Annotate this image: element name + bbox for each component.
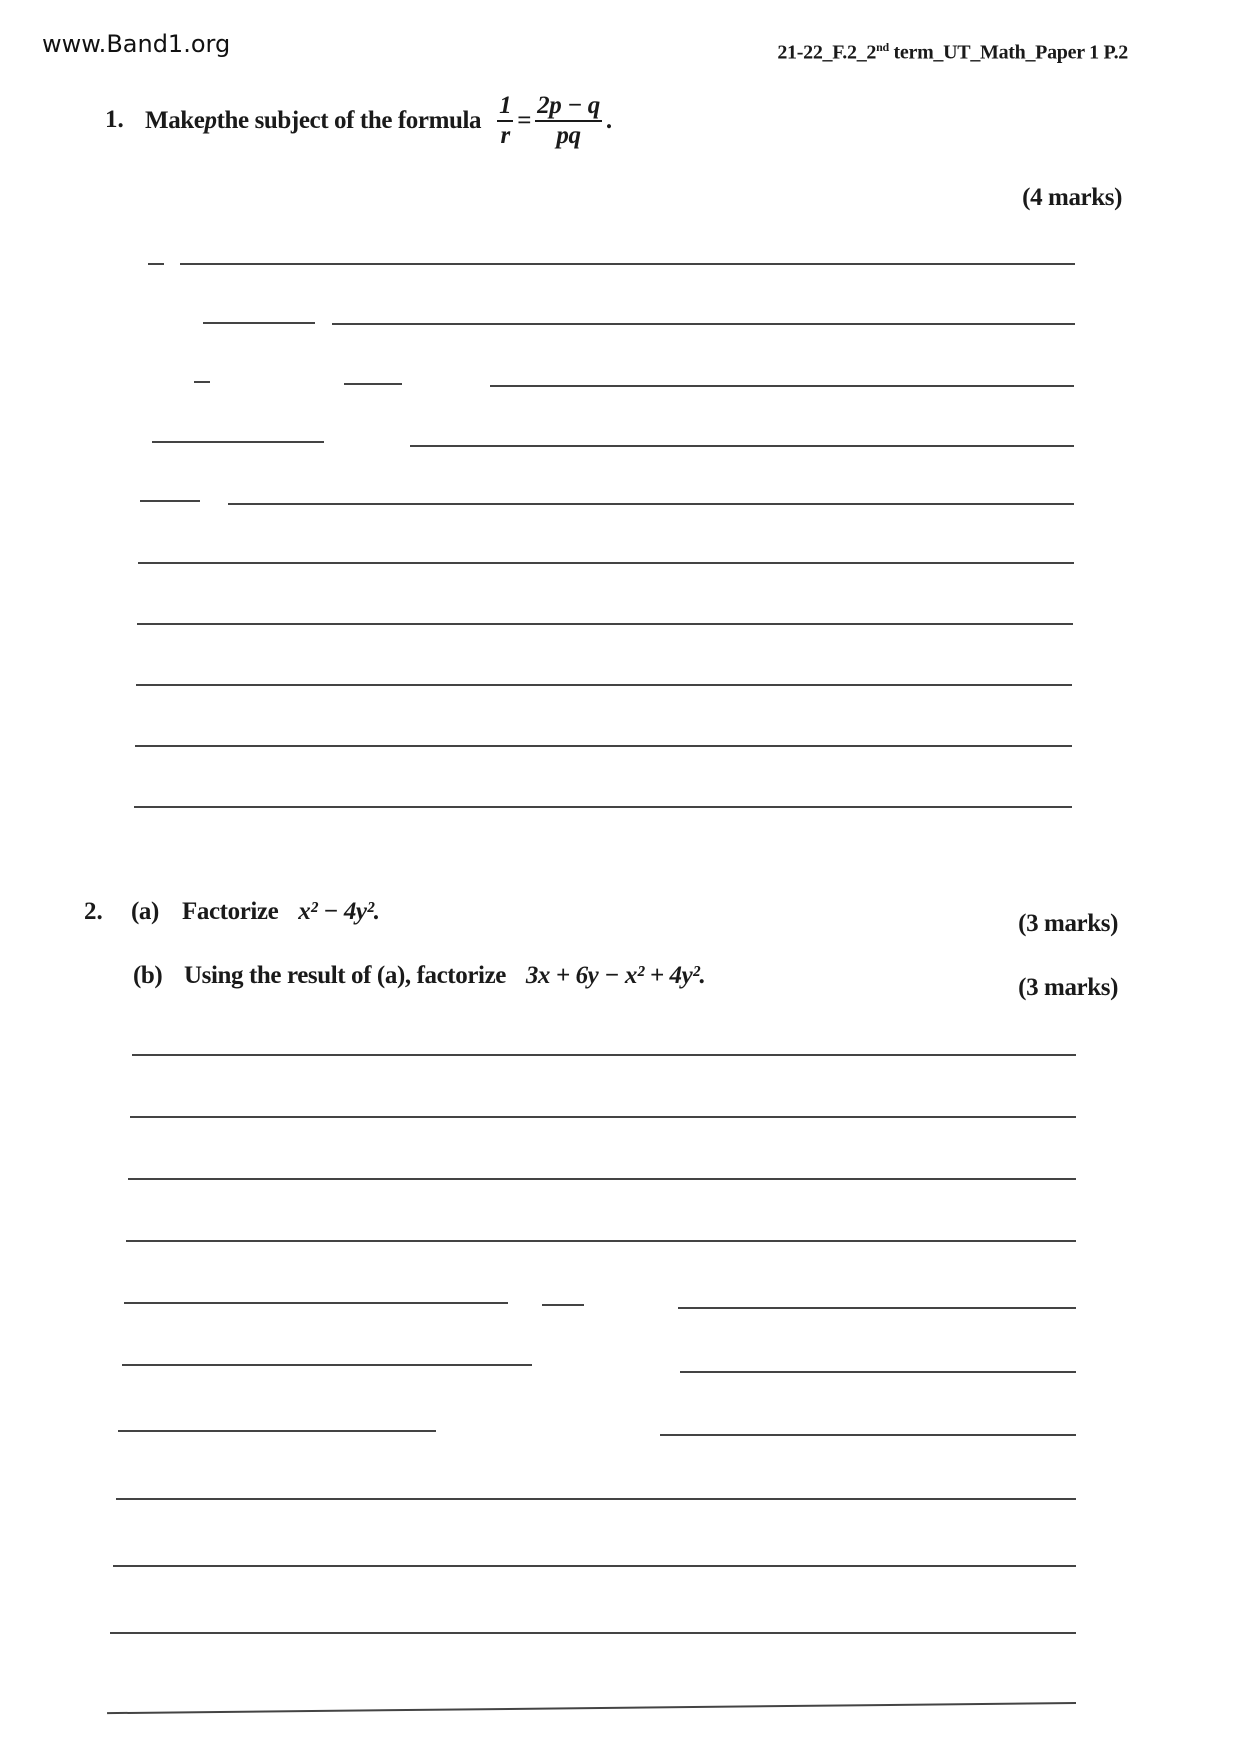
answer-line bbox=[203, 322, 315, 324]
q1-rhs-denominator: pq bbox=[556, 122, 581, 149]
q1-period: . bbox=[605, 107, 612, 134]
q2a-label: (a) bbox=[131, 898, 159, 925]
site-url: www.Band1.org bbox=[42, 30, 231, 58]
answer-line bbox=[678, 1307, 1076, 1309]
answer-line bbox=[124, 1302, 508, 1304]
q2a-expression: x² − 4y². bbox=[298, 898, 380, 925]
q1-rhs-numerator: 2p − q bbox=[535, 92, 602, 122]
q1-formula-lhs bbox=[497, 92, 513, 150]
answer-line bbox=[122, 1364, 532, 1366]
answer-line bbox=[332, 323, 1075, 325]
answer-line bbox=[116, 1498, 1076, 1500]
answer-line bbox=[107, 1702, 1076, 1714]
answer-line bbox=[410, 445, 1074, 447]
q1-text-after: the subject of the formula bbox=[216, 107, 482, 134]
q2b-label: (b) bbox=[133, 962, 163, 989]
q2b-marks: (3 marks) bbox=[1018, 974, 1118, 1001]
answer-line bbox=[344, 383, 402, 385]
answer-line bbox=[490, 385, 1074, 387]
answer-line bbox=[180, 263, 1075, 265]
q1-text-before: Make bbox=[145, 107, 205, 134]
answer-line bbox=[132, 1054, 1076, 1056]
answer-line bbox=[137, 623, 1073, 625]
q2-number: 2. bbox=[84, 898, 103, 925]
q1-number: 1. bbox=[105, 106, 124, 133]
answer-line bbox=[128, 1178, 1076, 1180]
answer-line bbox=[130, 1116, 1076, 1118]
answer-line bbox=[136, 684, 1072, 686]
answer-line bbox=[134, 806, 1072, 808]
q1-lhs-numerator: 1 bbox=[497, 92, 513, 122]
answer-line bbox=[138, 562, 1074, 564]
answer-line bbox=[113, 1565, 1076, 1567]
answer-line bbox=[148, 263, 164, 265]
answer-line bbox=[152, 441, 324, 443]
answer-line bbox=[135, 745, 1072, 747]
answer-line bbox=[110, 1632, 1076, 1634]
paper-ref-suffix: term_UT_Math_Paper 1 P.2 bbox=[888, 41, 1128, 64]
answer-line bbox=[228, 503, 1074, 505]
answer-line bbox=[660, 1434, 1076, 1436]
answer-line bbox=[126, 1240, 1076, 1242]
q1-marks: (4 marks) bbox=[1022, 184, 1122, 211]
answer-line bbox=[194, 381, 210, 383]
q2a-text: Factorize bbox=[182, 898, 279, 925]
answer-line bbox=[118, 1430, 436, 1432]
q2a-prompt bbox=[182, 898, 380, 926]
q1-equals: = bbox=[517, 107, 532, 134]
paper-reference bbox=[777, 40, 1128, 65]
answer-line bbox=[140, 500, 200, 502]
q1-prompt bbox=[145, 92, 612, 150]
q2b-prompt bbox=[184, 962, 705, 990]
q2b-expression: 3x + 6y − x² + 4y². bbox=[525, 962, 706, 989]
answer-line bbox=[680, 1371, 1076, 1373]
q1-formula-rhs bbox=[535, 92, 602, 150]
paper-ref-prefix: 21-22_F.2_2 bbox=[777, 41, 877, 64]
q2b-text: Using the result of (a), factorize bbox=[184, 962, 506, 989]
paper-ref-sup: nd bbox=[876, 40, 889, 54]
q1-var: p bbox=[204, 107, 217, 134]
q1-lhs-denominator: r bbox=[500, 122, 510, 149]
answer-line bbox=[542, 1304, 584, 1306]
q2a-marks: (3 marks) bbox=[1018, 910, 1118, 937]
